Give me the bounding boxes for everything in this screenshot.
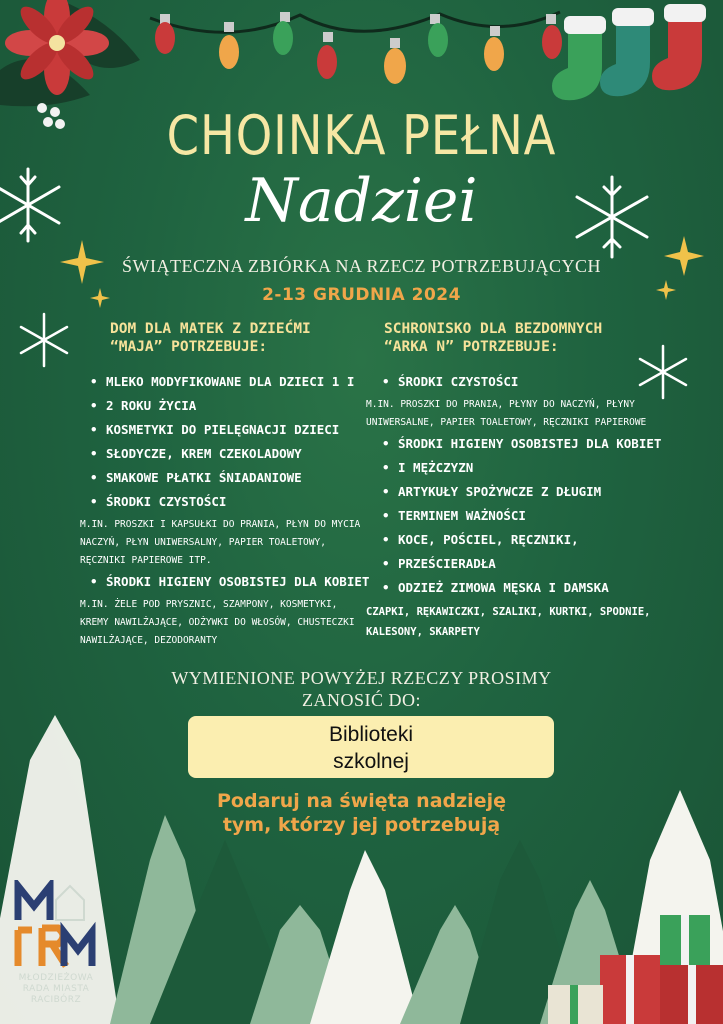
list-item: • MLEKO MODYFIKOWANE DLA DZIECI 1 I <box>90 370 374 394</box>
right-item-list <box>366 432 666 600</box>
bring-line-1: WYMIENIONE POWYŻEJ RZECZY PROSIMY <box>171 668 552 688</box>
logo-line-1: MŁODZIEŻOWA <box>18 973 94 983</box>
list-item: • SŁODYCZE, KREM CZEKOLADOWY <box>90 442 374 466</box>
christmas-stockings-icon <box>552 4 706 100</box>
list-item: • ARTYKUŁY SPOŻYWCZE Z DŁUGIM <box>382 480 666 504</box>
left-column <box>80 320 374 650</box>
list-item: • ŚRODKI HIGIENY OSOBISTEJ DLA KOBIET <box>90 570 374 594</box>
location-line-2: szkolnej <box>333 750 409 773</box>
left-item-list <box>84 370 374 514</box>
subtitle: ŚWIĄTECZNA ZBIÓRKA NA RZECZ POTRZEBUJĄCYCH <box>121 256 601 276</box>
left-hygiene-note: M.IN. ŻELE POD PRYSZNIC, SZAMPONY, KOSMETYKI, KREMY NAWILŻAJĄCE, ODŻYWKI DO WŁOSÓW, CHUSTECZKI NAWILŻAJĄCE, DEZODORANTY <box>80 599 355 646</box>
logo-line-3: RACIBÓRZ <box>30 995 82 1005</box>
right-column <box>366 320 666 642</box>
title-line-1: CHOINKA PEŁNA <box>166 104 557 167</box>
list-item: • TERMINEM WAŻNOŚCI <box>382 504 666 528</box>
logo-caption <box>0 973 112 1006</box>
string-lights-icon <box>150 12 562 84</box>
list-item: • I MĘŻCZYZN <box>382 456 666 480</box>
logo-line-2: RADA MIASTA <box>22 984 90 994</box>
list-item: • PRZEŚCIERADŁA <box>382 552 666 576</box>
right-cleaning-list <box>366 370 666 394</box>
right-heading-2: “ARKA N” POTRZEBUJE: <box>384 339 559 355</box>
location-line-1: Biblioteki <box>328 723 414 746</box>
list-item: • ODZIEŻ ZIMOWA MĘSKA I DAMSKA <box>382 576 666 600</box>
event-dates: 2-13 GRUDNIA 2024 <box>262 285 461 305</box>
right-clothes-note: CZAPKI, RĘKAWICZKI, SZALIKI, KURTKI, SPODNIE, KALESONY, SKARPETY <box>366 606 651 638</box>
list-item: • ŚRODKI HIGIENY OSOBISTEJ DLA KOBIET <box>382 432 666 456</box>
list-item: • KOCE, POŚCIEL, RĘCZNIKI, <box>382 528 666 552</box>
slogan-line-1: Podaruj na święta nadzieję <box>217 790 506 812</box>
slogan-line-2: tym, którzy jej potrzebują <box>222 814 501 836</box>
bring-line-2: ZANOSIĆ DO: <box>301 690 421 710</box>
bring-instructions <box>0 667 723 711</box>
list-item: • KOSMETYKI DO PIELĘGNACJI DZIECI <box>90 418 374 442</box>
list-item: • SMAKOWE PŁATKI ŚNIADANIOWE <box>90 466 374 490</box>
drop-off-location <box>188 716 554 778</box>
mrm-logo <box>12 880 102 972</box>
left-cleaning-note: M.IN. PROSZKI I KAPSUŁKI DO PRANIA, PŁYN DO MYCIA NACZYŃ, PŁYN UNIWERSALNY, PAPIER TOALETOWY, RĘCZNIKI PAPIEROWE ITP. <box>80 519 361 566</box>
slogan <box>0 789 723 837</box>
list-item: • ŚRODKI CZYSTOŚCI <box>90 490 374 514</box>
left-heading-1: DOM DLA MATEK Z DZIEĆMI <box>110 321 311 337</box>
right-heading-1: SCHRONISKO DLA BEZDOMNYCH <box>384 321 603 337</box>
right-cleaning-note: M.IN. PROSZKI DO PRANIA, PŁYNY DO NACZYŃ, PŁYNY UNIWERSALNE, PAPIER TOALETOWY, RĘCZNIKI PAPIEROWE <box>366 399 647 428</box>
left-heading-2: “MAJA” POTRZEBUJE: <box>110 339 268 355</box>
left-hygiene-list <box>84 570 374 594</box>
list-item: • ŚRODKI CZYSTOŚCI <box>382 370 666 394</box>
list-item: • 2 ROKU ŻYCIA <box>90 394 374 418</box>
title-line-2: Nadziei <box>245 166 478 236</box>
